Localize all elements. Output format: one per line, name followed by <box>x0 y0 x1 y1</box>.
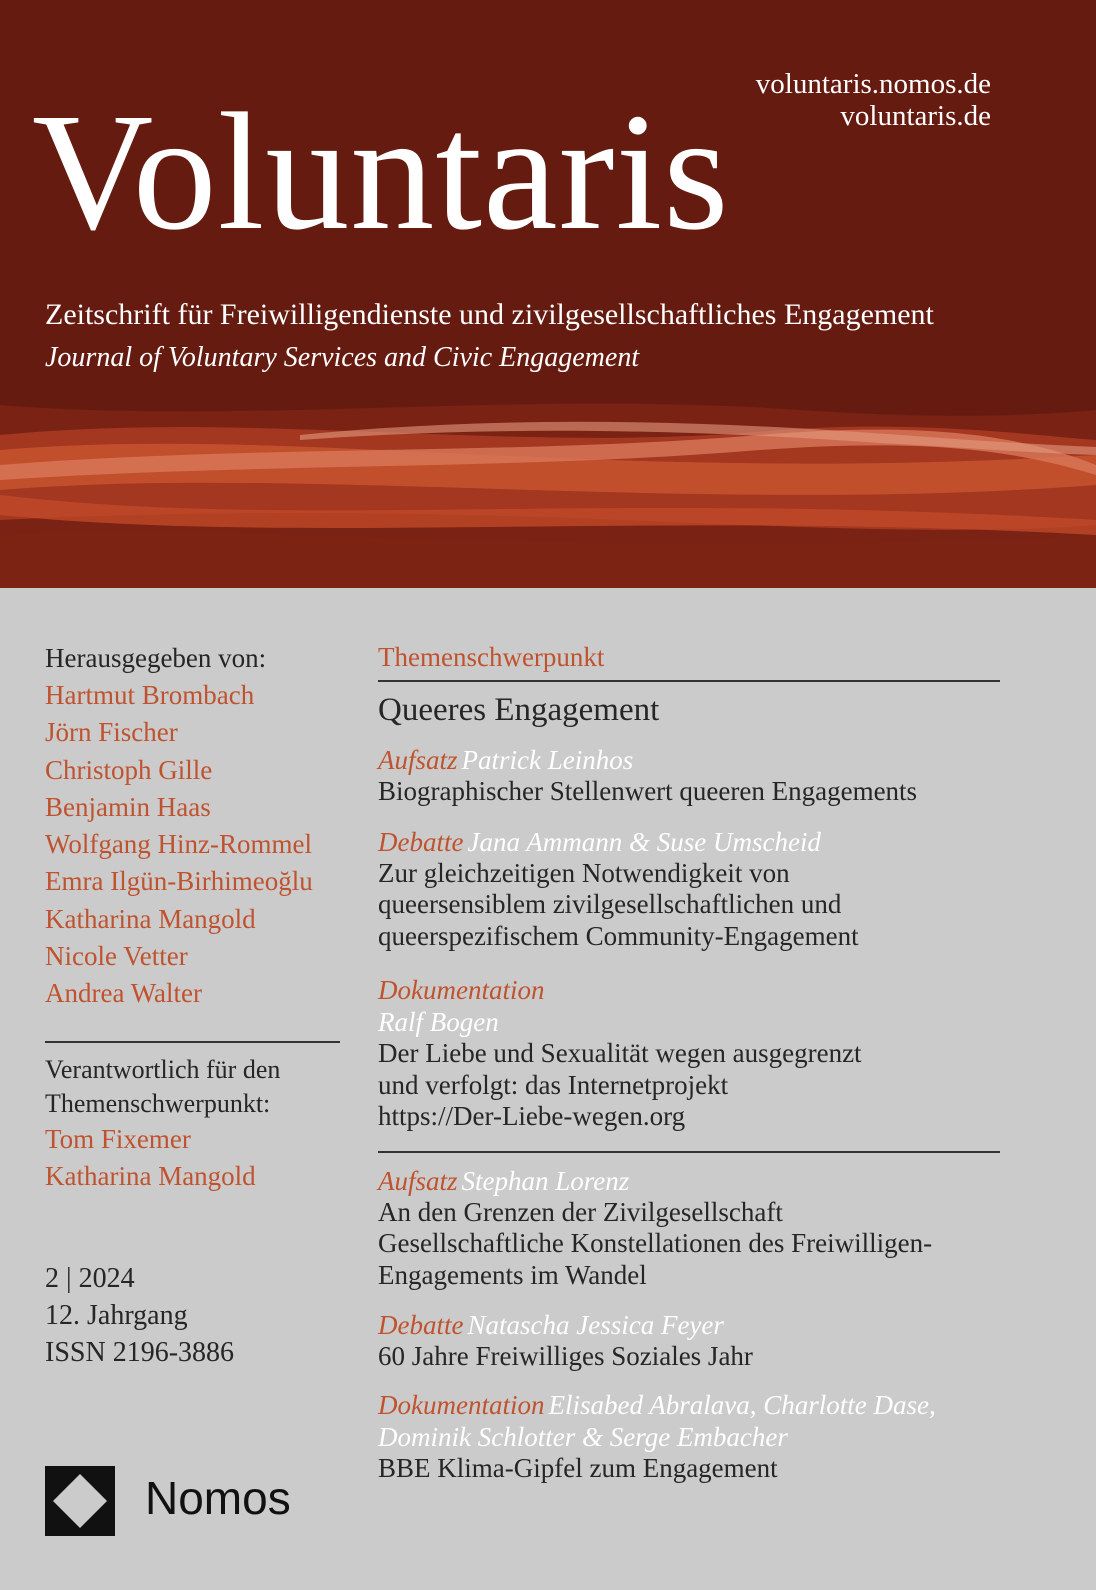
editor-name: Benjamin Haas <box>45 791 211 822</box>
responsible-name: Katharina Mangold <box>45 1160 256 1191</box>
article-title: 60 Jahre Freiwilliges Soziales Jahr <box>378 1341 753 1371</box>
publisher-name: Nomos <box>145 1472 291 1524</box>
issue-number: 2 | 2024 <box>45 1263 135 1294</box>
volume: 12. Jahrgang <box>45 1300 188 1331</box>
article-author: Natascha Jessica Feyer <box>467 1310 724 1340</box>
editor-name: Jörn Fischer <box>45 717 178 748</box>
article-author: Patrick Leinhos <box>461 745 634 775</box>
article-entry <box>378 1165 1000 1292</box>
article-type: Aufsatz <box>378 1165 458 1196</box>
article-title: An den Grenzen der Zivilgesellschaft Gesellschaftliche Konstellationen des Freiwilligen- Engagements im Wandel <box>378 1196 933 1290</box>
article-entry <box>378 974 1000 1133</box>
journal-title: Voluntaris <box>32 79 730 265</box>
article-author: Jana Ammann & Suse Umscheid <box>467 826 821 857</box>
contents-column <box>378 640 1000 1484</box>
divider <box>378 1151 1000 1153</box>
editors-list <box>45 677 340 1013</box>
editor-name: Emra Ilgün-Birhimeoğlu <box>45 866 313 897</box>
divider <box>378 680 1000 682</box>
focus-theme: Queeres Engagement <box>378 692 660 728</box>
editor-name: Katharina Mangold <box>45 903 256 934</box>
article-entry <box>378 744 1000 808</box>
article-type: Debatte <box>378 826 464 857</box>
editor-name: Nicole Vetter <box>45 941 188 972</box>
article-type: Dokumentation <box>378 975 545 1005</box>
article-title: BBE Klima-Gipfel zum Engagement <box>378 1452 778 1483</box>
editor-name: Christoph Gille <box>45 754 213 785</box>
article-type: Debatte <box>378 1310 464 1340</box>
article-entry <box>378 1389 1000 1485</box>
article-author: Dominik Schlotter & Serge Embacher <box>378 1421 788 1452</box>
article-author: Stephan Lorenz <box>461 1165 630 1196</box>
responsible-name: Tom Fixemer <box>45 1123 191 1154</box>
article-entry <box>378 826 1000 953</box>
article-title: Biographischer Stellenwert queeren Engagements <box>378 776 918 806</box>
article-author: Elisabed Abralava, Charlotte Dase, <box>548 1389 936 1420</box>
subtitle-german: Zeitschrift für Freiwilligendienste und zivilgesellschaftliches Engagement <box>45 298 934 331</box>
editor-name: Wolfgang Hinz-Rommel <box>45 829 313 860</box>
wave-decoration <box>0 395 1096 588</box>
editor-name: Andrea Walter <box>45 978 203 1009</box>
article-title: Der Liebe und Sexualität wegen ausgegrenzt und verfolgt: das Internetprojekt https://Der-Liebe-wegen.org <box>378 1038 862 1131</box>
url-primary[interactable]: voluntaris.nomos.de <box>755 68 991 100</box>
nomos-logo-icon <box>45 1466 115 1536</box>
responsible-label-line2: Themenschwerpunkt: <box>45 1088 271 1118</box>
subtitle-english: Journal of Voluntary Services and Civic Engagement <box>45 342 640 373</box>
divider <box>45 1041 340 1043</box>
focus-label: Themenschwerpunkt <box>378 642 605 672</box>
url-secondary[interactable]: voluntaris.de <box>840 100 991 132</box>
responsible-label-line1: Verantwortlich für den <box>45 1054 281 1084</box>
editor-name: Hartmut Brombach <box>45 680 255 710</box>
editors-column <box>45 640 340 1195</box>
issue-info <box>45 1260 234 1371</box>
website-urls <box>756 68 991 132</box>
article-title: Zur gleichzeitigen Notwendigkeit von queersensiblem zivilgesellschaftlichen und queerspezifischem Community-Engagement <box>378 857 859 951</box>
article-author: Ralf Bogen <box>378 1007 499 1037</box>
article-entry <box>378 1309 1000 1373</box>
article-type: Dokumentation <box>378 1389 545 1420</box>
article-type: Aufsatz <box>378 745 458 775</box>
editors-label: Herausgegeben von: <box>45 643 267 673</box>
cover-banner <box>0 0 1096 588</box>
issn: ISSN 2196-3886 <box>45 1337 235 1368</box>
